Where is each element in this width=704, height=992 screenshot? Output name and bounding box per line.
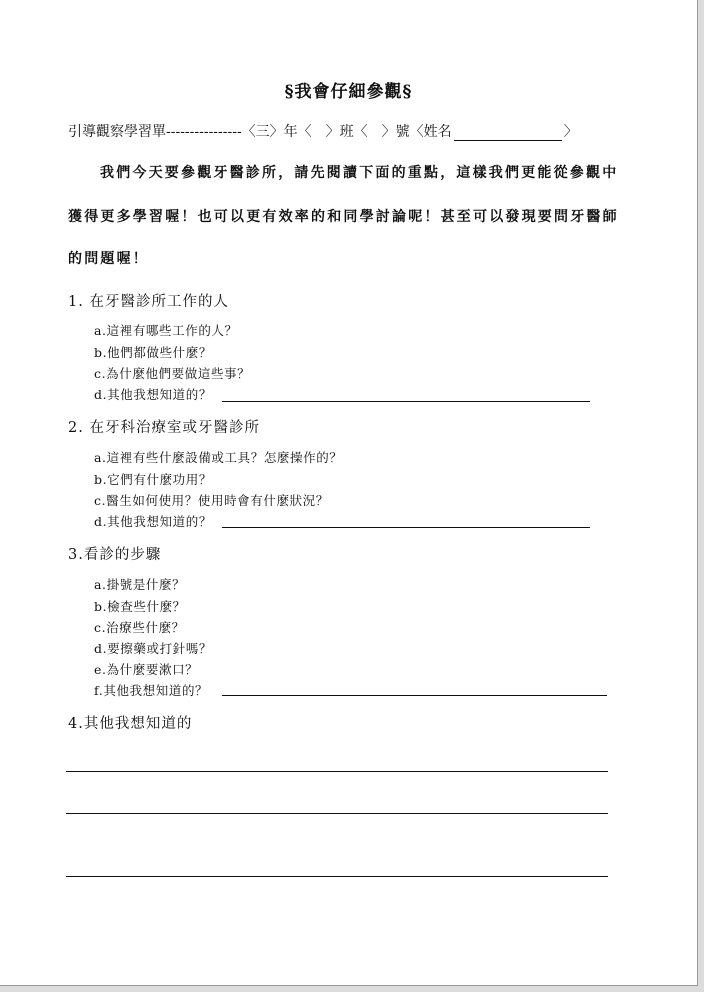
intro-line-3: 的問題喔！ (68, 251, 149, 267)
section-3-item-d: d.要擦藥或打針嗎？ (94, 641, 212, 656)
header-text: 引導觀察學習單----------------〈三〉年〈 〉班〈 〉號〈姓名 (68, 124, 452, 140)
section-2-item-c: c.醫生如何使用？使用時會有什麼狀況？ (94, 493, 329, 508)
intro-line-1: 我們今天要參觀牙醫診所，請先閱讀下面的重點，這樣我們更能從參觀中 (100, 165, 619, 181)
section-1-item-d: d.其他我想知道的？ (94, 387, 212, 402)
section-3-item-c: c.治療些什麼？ (94, 620, 185, 635)
section-1-heading: 1. 在牙醫診所工作的人 (68, 294, 229, 310)
intro-line-2: 獲得更多學習喔！也可以更有效率的和同學討論呢！甚至可以發現要問牙醫師 (68, 209, 619, 225)
section-3-item-f: f.其他我想知道的？ (94, 683, 209, 698)
section-4-heading: 4.其他我想知道的 (68, 716, 193, 732)
section-3-answer-line[interactable] (222, 695, 607, 696)
section-2-answer-line[interactable] (222, 527, 590, 528)
answer-line-2[interactable] (66, 813, 608, 814)
section-1-answer-line[interactable] (222, 401, 590, 402)
section-2-heading: 2. 在牙科治療室或牙醫診所 (68, 420, 260, 436)
answer-line-3[interactable] (66, 876, 608, 877)
name-blank[interactable] (454, 124, 562, 141)
section-3-item-a: a.掛號是什麼？ (94, 577, 186, 592)
section-3-item-b: b.檢查些什麼？ (94, 599, 186, 614)
section-3-heading: 3.看診的步驟 (68, 547, 162, 563)
section-1-item-a: a.這裡有哪些工作的人？ (94, 323, 238, 338)
section-1-item-c: c.為什麼他們要做這些事？ (94, 366, 251, 381)
worksheet-header (68, 121, 578, 141)
section-1-item-b: b.他們都做些什麼？ (94, 345, 212, 360)
header-close: 〉 (563, 124, 578, 140)
section-3-item-e: e.為什麼要漱口？ (94, 662, 199, 677)
answer-line-1[interactable] (66, 771, 608, 772)
section-2-item-b: b.它們有什麼功用？ (94, 472, 212, 487)
section-2-item-a: a.這裡有些什麼設備或工具？怎麼操作的？ (94, 450, 343, 465)
page-title: §我會仔細參觀§ (284, 82, 413, 102)
section-2-item-d: d.其他我想知道的？ (94, 514, 212, 529)
